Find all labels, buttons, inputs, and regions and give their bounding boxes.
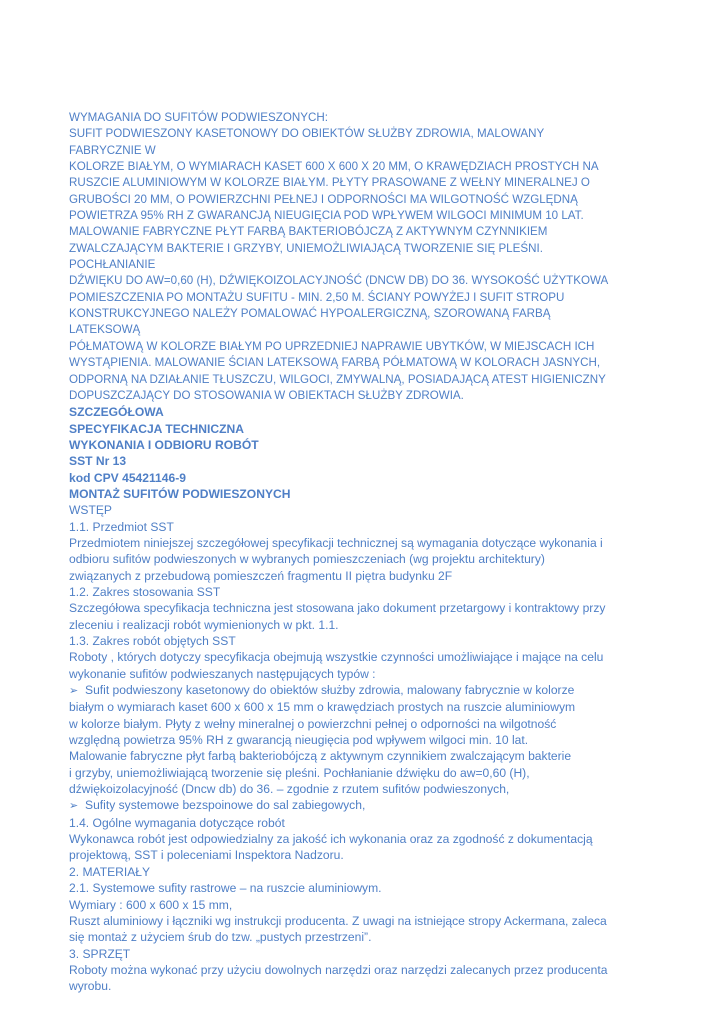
text-line: względną powietrza 95% RH z gwarancją nieugięcia pod wpływem wilgoci min. 10 lat. [69,733,529,748]
text-line: 1.4. Ogólne wymagania dotyczące robót [69,815,285,830]
text-line: WSTĘP [69,503,113,518]
text-line: ZWALCZAJĄCYM BAKTERIE I GRZYBY, UNIEMOŻLIWIAJĄCĄ TWORZENIE SIĘ PLEŚNI. POCHŁANIANIE [69,241,543,272]
text-line: MONTAŻ SUFITÓW PODWIESZONYCH [69,486,291,501]
text-line: Wykonawca robót jest odpowiedzialny za jakość ich wykonania oraz za zgodność z dokumentacją [69,832,593,847]
document-content [69,110,617,995]
text-line: POMIESZCZENIA PO MONTAŻU SUFITU - MIN. 2,50 M. ŚCIANY POWYŻEJ I SUFIT STROPU [69,290,565,304]
text-line: wykonanie sufitów podwieszanych następujących typów : [69,666,376,681]
text-line: Malowanie fabryczne płyt farbą bakteriobójczą z aktywnym czynnikiem zwalczającym bakterie [69,749,572,764]
text-line: DOPUSZCZAJĄCY DO STOSOWANIA W OBIEKTACH SŁUŻBY ZDROWIA. [69,388,464,402]
bullet-arrow-icon: ➢ [69,685,79,698]
text-line: wyrobu. [69,979,112,994]
text-line: w kolorze białym. Płyty z wełny mineralnej o powierzchni pełnej o odporności na wilgotność [69,716,557,731]
bullet-text: Sufity systemowe bezspoinowe do sal zabiegowych, [85,798,366,813]
text-line: Szczegółowa specyfikacja techniczna jest stosowana jako dokument przetargowy i kontraktowy przy [69,601,606,616]
text-line: dźwiękoizolacyjność (Dncw db) do 36. – zgodnie z rzutem sufitów podwieszonych, [69,782,510,797]
text-line: 3. SPRZĘT [69,946,131,961]
text-line: DŹWIĘKU DO AW=0,60 (H), DŹWIĘKOIZOLACYJNOŚĆ (DNCW DB) DO 36. WYSOKOŚĆ UŻYTKOWA [69,274,609,288]
text-line: KONSTRUKCYJNEGO NALEŻY POMALOWAĆ HYPOALERGICZNĄ, SZOROWANĄ FARBĄ LATEKSOWĄ [69,307,551,337]
text-line: ODPORNĄ NA DZIAŁANIE TŁUSZCZU, WILGOCI, ZMYWALNĄ, POSIADAJĄCĄ ATEST HIGIENICZNY [69,372,606,386]
bullet-item [69,682,617,699]
text-line: zleceniu i realizacji robót wymienionych w pkt. 1.1. [69,617,339,632]
requirements-caps-block [69,110,617,404]
text-line: POWIETRZA 95% RH Z GWARANCJĄ NIEUGIĘCIA POD WPŁYWEM WILGOCI MINIMUM 10 LAT. [69,209,584,223]
materials-section [69,815,617,995]
text-line: 1.1. Przedmiot SST [69,519,174,534]
text-line: białym o wymiarach kaset 600 x 600 x 15 mm o krawędziach prostych na ruszcie aluminiowym [69,700,576,715]
bullet-continuation [69,699,617,797]
text-line: i grzyby, uniemożliwiającą tworzenie się pleśni. Pochłanianie dźwięku do aw=0,60 (H), [69,765,530,780]
text-line: 1.3. Zakres robót objętych SST [69,634,236,648]
text-line: PÓŁMATOWĄ W KOLORZE BIAŁYM PO UPRZEDNIEJ NAPRAWIE UBYTKÓW, W MIEJSCACH ICH [69,339,595,353]
text-line: się montaż z użyciem śrub do tzw. „pustych przestrzeni”. [69,930,372,945]
text-line: Wymiary : 600 x 600 x 15 mm, [69,897,233,912]
text-line: SZCZEGÓŁOWA [69,405,164,420]
text-line: WYKONANIA I ODBIORU ROBÓT [69,437,259,452]
spec-title-block [69,404,617,502]
intro-section [69,502,617,682]
text-line: WYSTĄPIENIA. MALOWANIE ŚCIAN LATEKSOWĄ FARBĄ PÓŁMATOWĄ W KOLORACH JASNYCH, [69,356,601,370]
text-line: SST Nr 13 [69,454,127,469]
text-line: SPECYFIKACJA TECHNICZNA [69,421,244,436]
text-line: KOLORZE BIAŁYM, O WYMIARACH KASET 600 X 600 X 20 MM, O KRAWĘDZIACH PROSTYCH NA [69,160,599,174]
text-line: związanych z przebudową pomieszczeń fragmentu II piętra budynku 2F [69,568,453,583]
text-line: projektową, SST i poleceniami Inspektora Nadzoru. [69,848,344,863]
text-line: Roboty można wykonać przy użyciu dowolnych narzędzi oraz narzędzi zalecanych przez producenta [69,962,608,977]
text-line: WYMAGANIA DO SUFITÓW PODWIESZONYCH: [69,111,328,124]
text-line: GRUBOŚCI 20 MM, O POWIERZCHNI PEŁNEJ I ODPORNOŚCI MA WILGOTNOŚĆ WZGLĘDNĄ [69,192,578,206]
text-line: MALOWANIE FABRYCZNE PŁYT FARBĄ BAKTERIOBÓJCZĄ Z AKTYWNYM CZYNNIKIEM [69,225,548,239]
text-line: 1.2. Zakres stosowania SST [69,584,221,599]
text-line: odbioru sufitów podwieszonych w wybranych pomieszczeniach (wg projektu architektury) [69,552,545,567]
bullet-item [69,797,617,814]
text-line: Przedmiotem niniejszej szczegółowej specyfikacji technicznej są wymagania dotyczące wykonania i [69,535,603,550]
text-line: RUSZCIE ALUMINIOWYM W KOLORZE BIAŁYM. PŁYTY PRASOWANE Z WEŁNY MINERALNEJ O [69,176,590,190]
bullet-text: Sufit podwieszony kasetonowy do obiektów służby zdrowia, malowany fabrycznie w kolorze [85,683,575,698]
text-line: Ruszt aluminiowy i łączniki wg instrukcji producenta. Z uwagi na istniejące stropy Ackermana, zaleca [69,913,607,928]
text-line: Roboty , których dotyczy specyfikacja obejmują wszystkie czynności umożliwiające i mające na celu [69,650,604,665]
bullet-arrow-icon: ➢ [69,800,79,813]
text-line: 2.1. Systemowe sufity rastrowe – na ruszcie aluminiowym. [69,881,382,896]
text-line: SUFIT PODWIESZONY KASETONOWY DO OBIEKTÓW SŁUŻBY ZDROWIA, MALOWANY FABRYCZNIE W [69,127,544,157]
text-line: kod CPV 45421146-9 [69,470,186,485]
text-line: 2. MATERIAŁY [69,864,151,879]
